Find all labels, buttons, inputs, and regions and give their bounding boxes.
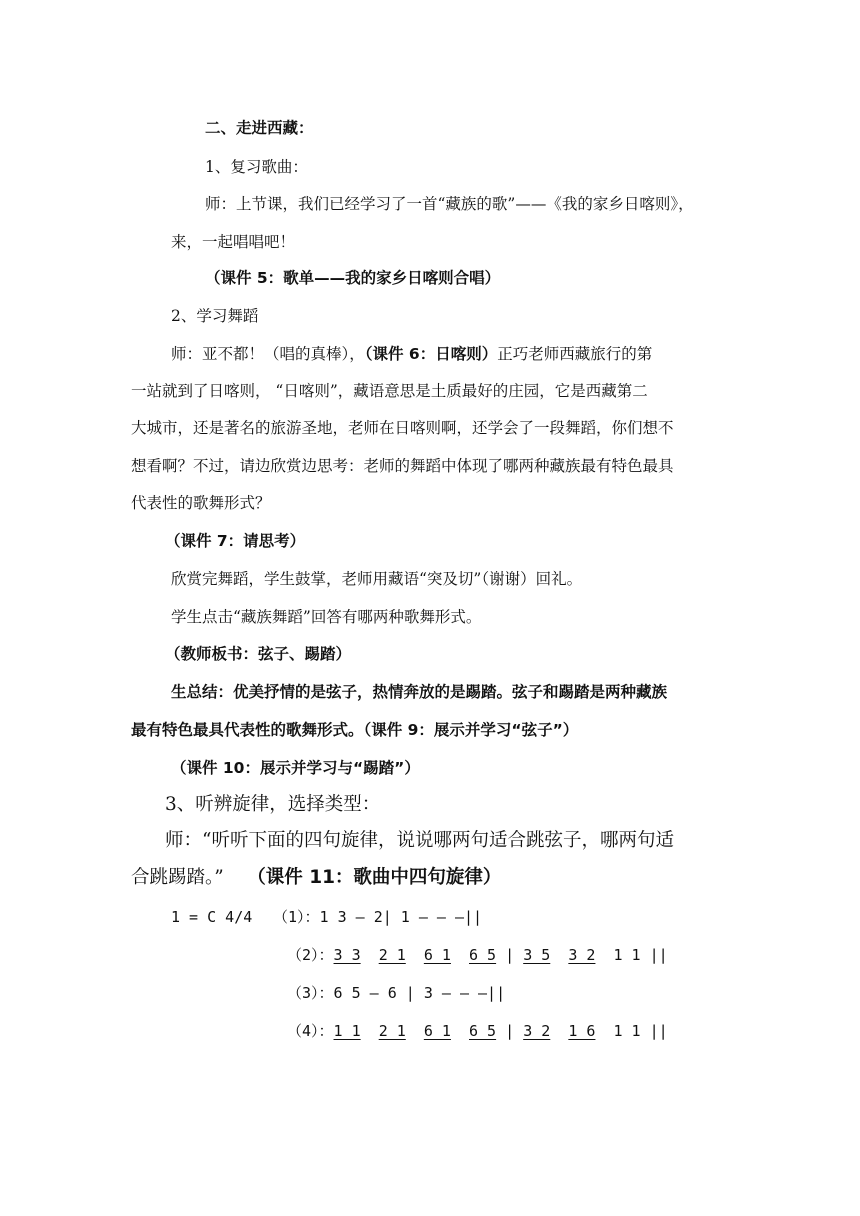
melody-4-group: 1 6: [568, 1022, 596, 1040]
paragraph-2-text-a: 师：亚不都！（唱的真棒），: [171, 345, 365, 363]
paragraph-2-line-4: 想看啊？不过，请边欣赏边思考：老师的舞蹈中体现了哪两种藏族最有特色最具: [131, 457, 674, 475]
notation-key: 1 = C 4/4: [171, 908, 253, 926]
melody-2-group: 6 5: [469, 946, 497, 964]
item-1-heading: 1、复习歌曲：: [205, 158, 308, 176]
melody-4-group: 3 2: [523, 1022, 551, 1040]
paragraph-1-line-1: 师：上节课，我们已经学习了一首“藏族的歌”——《我的家乡日喀则》，: [205, 195, 694, 213]
courseware-5-note: （课件 5：歌单——我的家乡日喀则合唱）: [205, 269, 501, 287]
paragraph-5-line-2: [131, 866, 501, 890]
melody-2-group: 3 2: [568, 946, 596, 964]
item-2-heading: 2、学习舞蹈: [171, 307, 259, 325]
melody-2-group: 3 5: [523, 946, 551, 964]
melody-1-label: （1）：: [273, 908, 320, 926]
paragraph-2-line-1: [171, 344, 652, 364]
paragraph-1-line-2: 来，一起唱唱吧！: [171, 233, 296, 251]
melody-3-notes: 6 5 — 6 | 3 — — —||: [333, 984, 506, 1002]
paragraph-5-text: 合跳踢踏。”: [131, 867, 224, 888]
courseware-6-note: （课件 6：日喀则）: [364, 345, 498, 363]
melody-4-group: 2 1: [378, 1022, 406, 1040]
item-3-heading: 3、听辨旋律，选择类型：: [165, 794, 381, 815]
melody-1: [273, 907, 482, 927]
melody-4-group: 6 5: [469, 1022, 497, 1040]
courseware-10-note: （课件 10：展示并学习与“踢踏”）: [171, 759, 420, 777]
paragraph-2-line-2: 一站就到了日喀则， “日喀则”，藏语意思是土质最好的庄园，它是西藏第二: [131, 382, 648, 400]
section-heading: 二、走进西藏：: [205, 119, 314, 137]
melody-4-group: 6 1: [423, 1022, 451, 1040]
paragraph-2-text-c: 正巧老师西藏旅行的第: [497, 345, 653, 363]
melody-1-notes: 1 3 — 2| 1 — — —||: [319, 908, 483, 926]
melody-4-group: 1 1: [333, 1022, 361, 1040]
paragraph-3: 欣赏完舞蹈，学生鼓掌，老师用藏语“突及切”（谢谢）回礼。: [171, 570, 583, 588]
melody-4: [287, 1021, 668, 1041]
melody-4-label: （4）：: [287, 1022, 334, 1040]
melody-2-group: 3 3: [333, 946, 361, 964]
courseware-7-note: （课件 7：请思考）: [165, 532, 306, 550]
melody-2-barline: |: [505, 946, 515, 964]
melody-2-group: 6 1: [423, 946, 451, 964]
melody-2-label: （2）：: [287, 946, 334, 964]
melody-2-end: 1 1 ||: [613, 946, 668, 964]
melody-2: [287, 945, 668, 965]
melody-4-barline: |: [505, 1022, 515, 1040]
paragraph-2-line-5: 代表性的歌舞形式？: [131, 494, 271, 512]
summary-line-1: 生总结：优美抒情的是弦子，热情奔放的是踢踏。弦子和踢踏是两种藏族: [171, 683, 668, 701]
melody-3-label: （3）：: [287, 984, 334, 1002]
melody-3: [287, 983, 505, 1003]
paragraph-5-line-1: 师：“听听下面的四句旋律，说说哪两句适合跳弦子，哪两句适: [165, 830, 674, 851]
paragraph-4: 学生点击“藏族舞蹈”回答有哪两种歌舞形式。: [171, 608, 482, 626]
paragraph-2-line-3: 大城市，还是著名的旅游圣地，老师在日喀则啊，还学会了一段舞蹈，你们想不: [131, 419, 674, 437]
board-note: （教师板书：弦子、踢踏）: [165, 645, 352, 663]
melody-2-group: 2 1: [378, 946, 406, 964]
melody-4-end: 1 1 ||: [613, 1022, 668, 1040]
summary-line-2: 最有特色最具代表性的歌舞形式。（课件 9：展示并学习“弦子”）: [131, 721, 579, 739]
courseware-11-note: （课件 11：歌曲中四句旋律）: [247, 867, 502, 888]
